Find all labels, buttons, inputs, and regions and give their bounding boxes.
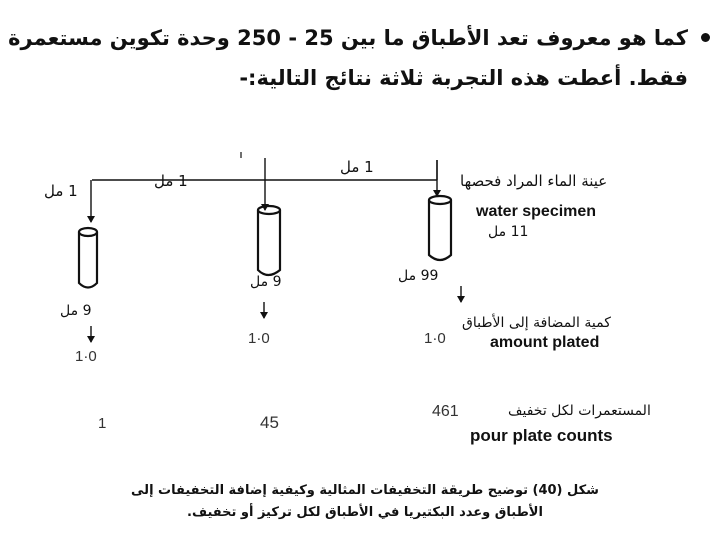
count-2: 45: [260, 413, 279, 432]
count-3: 461: [432, 403, 459, 420]
transfer-arrows: [91, 158, 437, 222]
bullet-text: كما هو معروف تعد الأطباق ما بين 25 - 250 وحدة تكوين مستعمرة فقط. أعطت هذه التجربة ثلاثة نتائج التالية:-: [8, 26, 688, 90]
transfer-volume-label-2: 1 مل: [154, 172, 188, 190]
counts-label-en: pour plate counts: [470, 426, 613, 445]
sample-volume: 11 مل: [488, 224, 529, 240]
tube-volume-2: 9 مل: [250, 274, 282, 290]
plated-value-2: 1·0: [248, 330, 270, 347]
plating-arrows: [91, 286, 461, 342]
figure-caption: شكل (40) توضيح طريقة التخفيفات المثالية وكيفية إضافة التخفيفات إلى الأطباق وعدد البكتيريا في الأطباق لكل تركيز أو تخفيف.: [131, 483, 599, 520]
transfer-volume-label-3: 1 مل: [44, 182, 78, 200]
plated-label-en: amount plated: [490, 334, 600, 351]
tube-3: [429, 196, 451, 260]
transfer-volume-label-1: 1 مل: [340, 158, 374, 176]
sample-label-ar: عينة الماء المراد فحصها: [460, 172, 608, 190]
tube-volume-1: 9 مل: [60, 303, 92, 319]
plated-label-ar: كمية المضافة إلى الأطباق: [462, 315, 611, 331]
count-1: 1: [98, 415, 107, 432]
plated-value-1: 1·0: [75, 348, 97, 365]
counts-label-ar: المستعمرات لكل تخفيف: [508, 403, 651, 419]
plated-value-3: 1·0: [424, 330, 446, 347]
sample-label-en: water specimen: [476, 203, 597, 220]
tube-2: [258, 206, 280, 275]
tube-volume-3: 99 مل: [398, 268, 439, 284]
tube-1: [79, 228, 97, 288]
